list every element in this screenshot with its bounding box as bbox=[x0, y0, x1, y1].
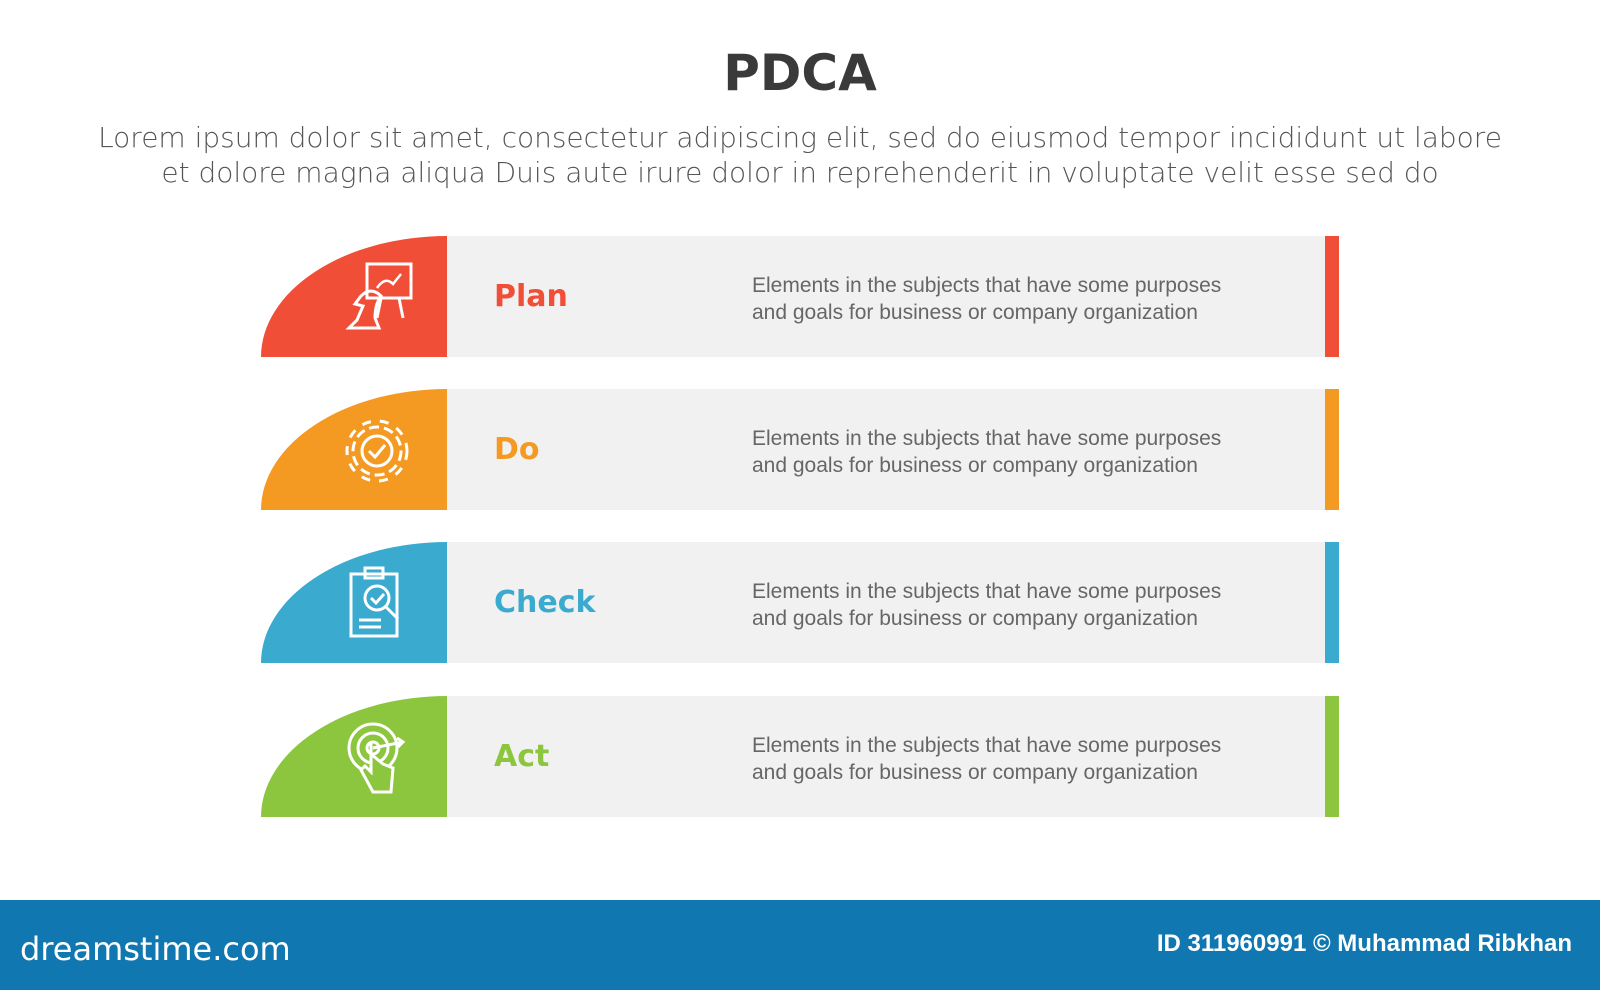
subtitle-line: Lorem ipsum dolor sit amet, consectetur adipiscing elit, sed do eiusmod tempor incididunt ut labore bbox=[98, 121, 1502, 154]
step-label: Do bbox=[494, 432, 540, 467]
row-accent-bar bbox=[1325, 542, 1339, 663]
row-accent-bar bbox=[1325, 236, 1339, 357]
footer bbox=[0, 900, 1600, 990]
image-credit: ID 311960991 © Muhammad Ribkhan bbox=[1156, 930, 1572, 957]
row-cap bbox=[261, 696, 447, 817]
row-cap bbox=[261, 389, 447, 510]
desc-line: Elements in the subjects that have some purposes bbox=[752, 580, 1222, 603]
target-hand-icon bbox=[337, 718, 417, 798]
pdca-row-check bbox=[261, 542, 1339, 663]
desc-line: and goals for business or company organization bbox=[752, 301, 1198, 324]
clipboard-search-icon bbox=[337, 564, 417, 644]
brand-logo[interactable]: dreamstime.com bbox=[20, 930, 291, 968]
pdca-row-plan bbox=[261, 236, 1339, 357]
step-description bbox=[752, 425, 1221, 479]
step-label: Plan bbox=[494, 279, 568, 314]
step-description bbox=[752, 272, 1221, 326]
subtitle-line: et dolore magna aliqua Duis aute irure dolor in reprehenderit in voluptate velit esse sed do bbox=[161, 156, 1439, 189]
row-cap bbox=[261, 542, 447, 663]
desc-line: and goals for business or company organization bbox=[752, 761, 1198, 784]
step-description bbox=[752, 578, 1221, 632]
pdca-row-act bbox=[261, 696, 1339, 817]
step-description bbox=[752, 732, 1221, 786]
desc-line: Elements in the subjects that have some purposes bbox=[752, 274, 1222, 297]
gear-check-icon bbox=[337, 411, 417, 491]
row-accent-bar bbox=[1325, 389, 1339, 510]
desc-line: and goals for business or company organization bbox=[752, 607, 1198, 630]
pdca-row-do bbox=[261, 389, 1339, 510]
step-label: Check bbox=[494, 585, 596, 620]
page-title: PDCA bbox=[723, 44, 877, 102]
desc-line: Elements in the subjects that have some purposes bbox=[752, 734, 1222, 757]
strategy-board-icon bbox=[337, 258, 417, 338]
subtitle bbox=[60, 120, 1540, 190]
step-label: Act bbox=[494, 739, 550, 774]
desc-line: Elements in the subjects that have some purposes bbox=[752, 427, 1222, 450]
row-cap bbox=[261, 236, 447, 357]
row-accent-bar bbox=[1325, 696, 1339, 817]
desc-line: and goals for business or company organization bbox=[752, 454, 1198, 477]
